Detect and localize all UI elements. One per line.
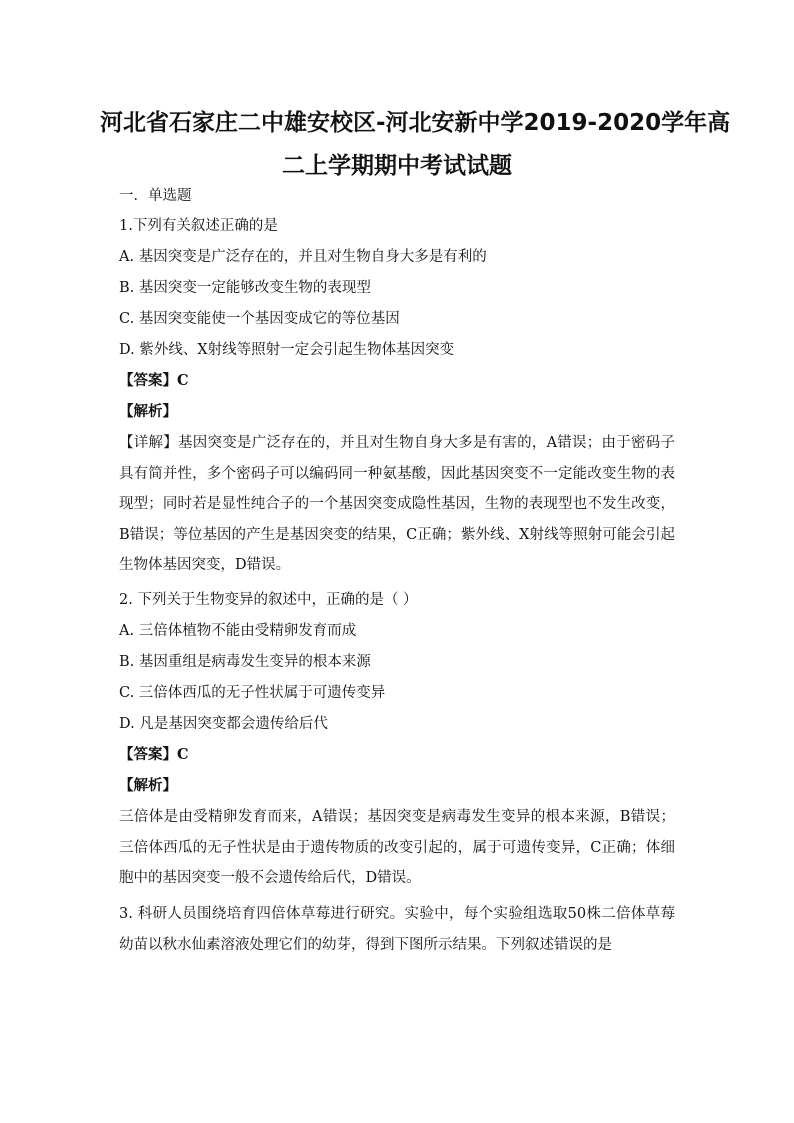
document-title-line-2: 二上学期期中考试试题 xyxy=(282,153,512,179)
question-2-option-a: A. 三倍体植物不能由受精卵发育而成 xyxy=(119,623,357,639)
question-1-answer: 【答案】C xyxy=(119,372,189,389)
question-2-analysis-label: 【解析】 xyxy=(119,777,177,794)
question-1-option-c: C. 基因突变能使一个基因变成它的等位基因 xyxy=(119,311,400,327)
question-1-option-d: D. 紫外线、X射线等照射一定会引起生物体基因突变 xyxy=(119,342,455,358)
document-title-line-1: 河北省石家庄二中雄安校区-河北安新中学2019-2020学年高 xyxy=(100,110,731,136)
question-1-option-a: A. 基因突变是广泛存在的，并且对生物自身大多是有利的 xyxy=(119,249,487,265)
section-heading: 一．单选题 xyxy=(119,188,192,204)
question-2-stem: 2. 下列关于生物变异的叙述中，正确的是（ ） xyxy=(119,592,418,608)
question-2-option-d: D. 凡是基因突变都会遗传给后代 xyxy=(119,716,328,732)
question-2-option-c: C. 三倍体西瓜的无子性状属于可遗传变异 xyxy=(119,685,386,701)
question-2-option-b: B. 基因重组是病毒发生变异的根本来源 xyxy=(119,654,371,670)
question-2-answer: 【答案】C xyxy=(119,746,189,763)
question-1-stem: 1.下列有关叙述正确的是 xyxy=(119,218,278,234)
question-1-analysis-label: 【解析】 xyxy=(119,403,177,420)
question-3-stem: 3. 科研人员围绕培育四倍体草莓进行研究。实验中，每个实验组选取50株二倍体草莓幼苗以秋水仙素溶液处理它们的幼芽，得到下图所示结果。下列叙述错误的是 xyxy=(119,906,675,953)
question-1-analysis: 【详解】基因突变是广泛存在的，并且对生物自身大多是有害的，A错误；由于密码子具有简并性，多个密码子可以编码同一种氨基酸，因此基因突变不一定能改变生物的表现型；同时若是显性纯合子的一个基因突变成隐性基因，生物的表现型也不发生改变，B错误；等位基因的产生是基因突变的结果，C正确；紫外线、X射线等照射可能会引起生物体基因突变，D错误。 xyxy=(119,435,675,573)
question-2-analysis: 三倍体是由受精卵发育而来，A错误；基因突变是病毒发生变异的根本来源，B错误；三倍体西瓜的无子性状是由于遗传物质的改变引起的，属于可遗传变异，C正确；体细胞中的基因突变一般不会遗传给后代，D错误。 xyxy=(119,809,675,886)
question-1-option-b: B. 基因突变一定能够改变生物的表现型 xyxy=(119,280,371,296)
